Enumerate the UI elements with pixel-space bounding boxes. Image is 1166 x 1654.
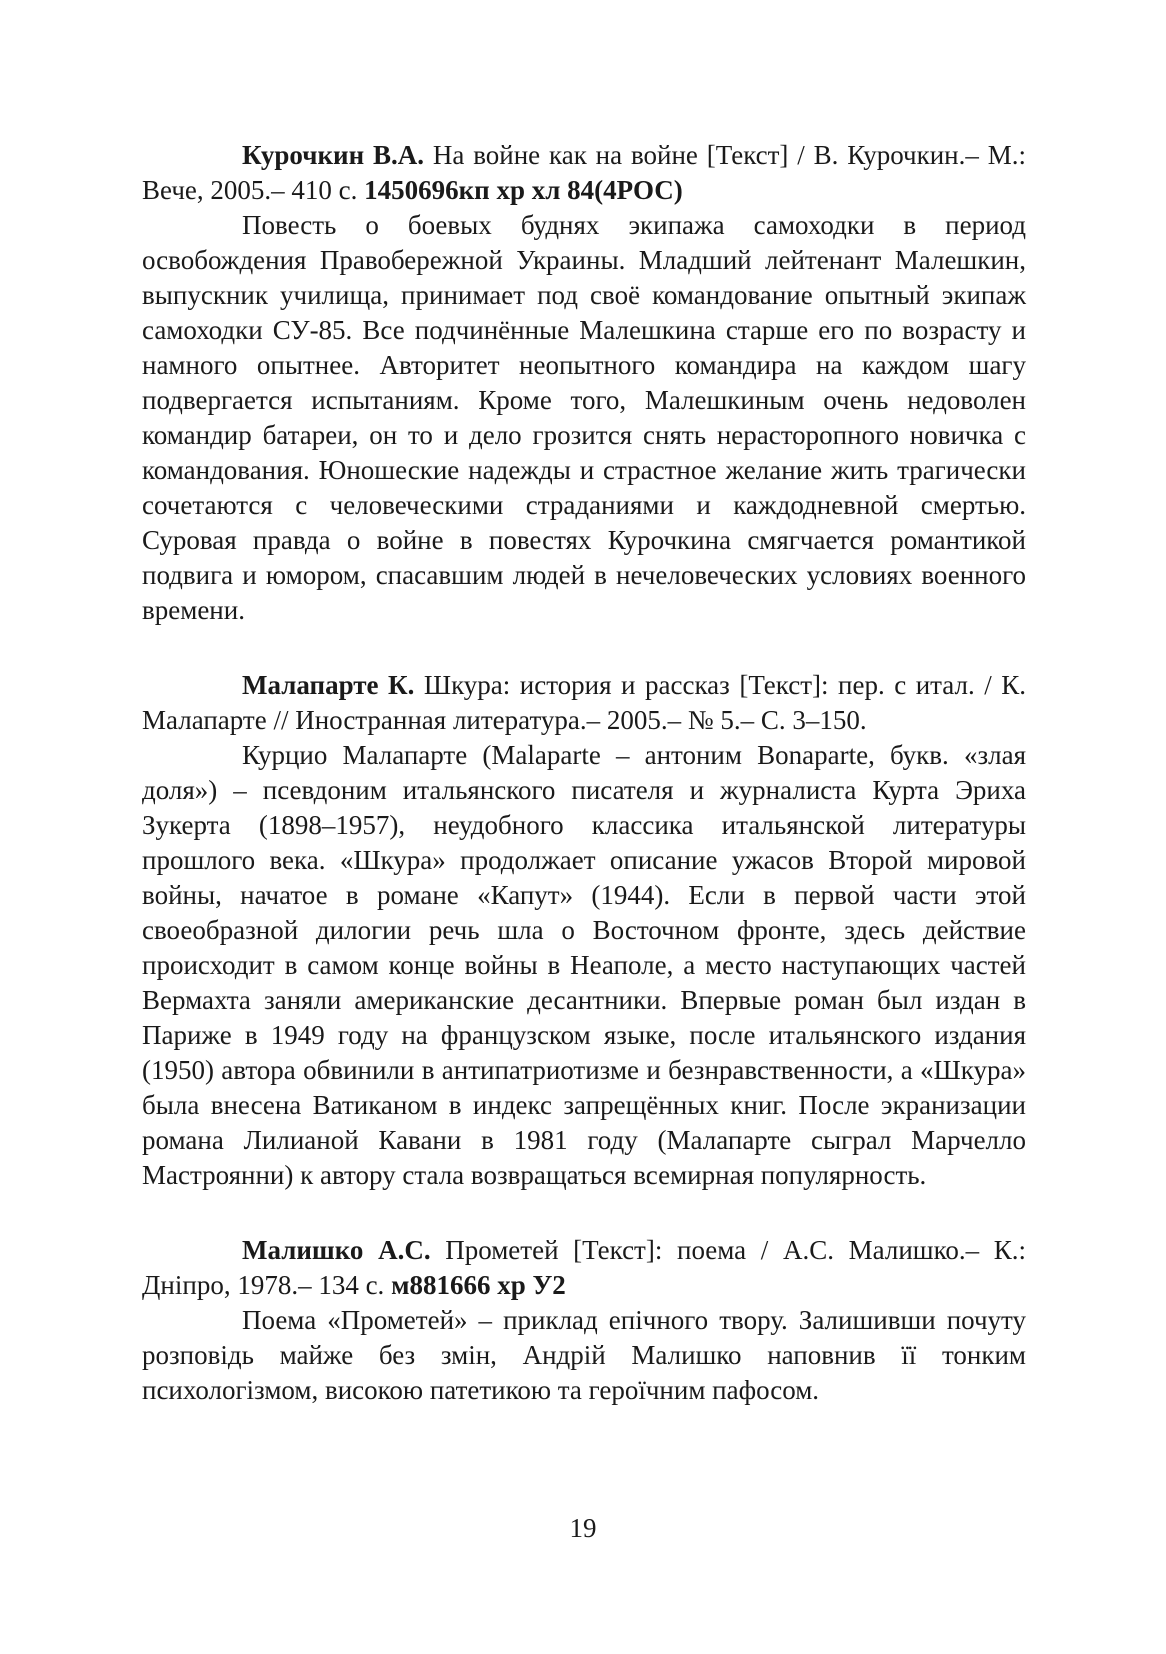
entry-shelfmark: м881666 хр У2	[391, 1270, 566, 1300]
citation-paragraph	[142, 668, 1026, 738]
entry-citation: Прометей [Текст]: поема / А.С. Малишко.– К.: Дніпро, 1978.– 134 с.	[142, 1235, 1026, 1300]
document-page	[142, 138, 1026, 1448]
bibliography-entry-malyshko	[142, 1233, 1026, 1408]
entry-annotation: Курцио Малапарте (Malaparte – антоним Bonaparte, букв. «злая доля») – псевдоним итальянского писателя и журналиста Курта Эриха Зукерта (1898–1957), неудобного классика итальянской литературы прошлого века. «Шкура» продолжает описание ужасов Второй мировой войны, начатое в романе «Капут» (1944). Если в первой части этой своеобразной дилогии речь шла о Восточном фронте, здесь действие происходит в самом конце войны в Неаполе, а место наступающих частей Вермахта заняли американские десантники. Впервые роман был издан в Париже в 1949 году на французском языке, после итальянского издания (1950) автора обвинили в антипатриотизме и безнравственности, а «Шкура» была внесена Ватиканом в индекс запрещённых книг. После экранизации романа Лилианой Кавани в 1981 году (Малапарте сыграл Марчелло Мастроянни) к автору стала возвращаться всемирная популярность.	[142, 740, 1026, 1190]
entry-citation: Шкура: история и рассказ [Текст]: пер. с итал. / К. Малапарте // Иностранная литература.– 2005.– № 5.– С. 3–150.	[142, 670, 1027, 735]
entry-shelfmark: 1450696кп хр хл 84(4РОС)	[364, 175, 683, 205]
page-number: 19	[569, 1513, 597, 1543]
citation-paragraph	[142, 1233, 1026, 1303]
entry-annotation: Повесть о боевых буднях экипажа самоходки в период освобождения Правобережной Украины. Младший лейтенант Малешкин, выпускник училища, принимает под своё командование опытный экипаж самоходки СУ-85. Все подчинённые Малешкина старше его по возрасту и намного опытнее. Авторитет неопытного командира на каждом шагу подвергается испытаниям. Кроме того, Малешкиным очень недоволен командир батареи, он то и дело грозится снять нерасторопного новичка с командования. Юношеские надежды и страстное желание жить трагически сочетаются с человеческими страданиями и каждодневной смертью. Суровая правда о войне в повестях Курочкина смягчается романтикой подвига и юмором, спасавшим людей в нечеловеческих условиях военного времени.	[142, 210, 1026, 625]
citation-paragraph	[142, 138, 1026, 208]
bibliography-entry-kurochkin	[142, 138, 1026, 628]
entry-author: Малапарте К.	[242, 670, 415, 700]
bibliography-entry-malaparte	[142, 668, 1026, 1193]
entry-author: Курочкин В.А.	[242, 140, 424, 170]
entry-citation: На войне как на войне [Текст] / В. Курочкин.– М.: Вече, 2005.– 410 с.	[142, 140, 1027, 205]
entry-annotation: Поема «Прометей» – приклад епічного твору. Залишивши почуту розповідь майже без змін, Андрій Малишко наповнив її тонким психологізмом, високою патетикою та героїчним пафосом.	[142, 1305, 1026, 1405]
entry-author: Малишко А.С.	[242, 1235, 431, 1265]
